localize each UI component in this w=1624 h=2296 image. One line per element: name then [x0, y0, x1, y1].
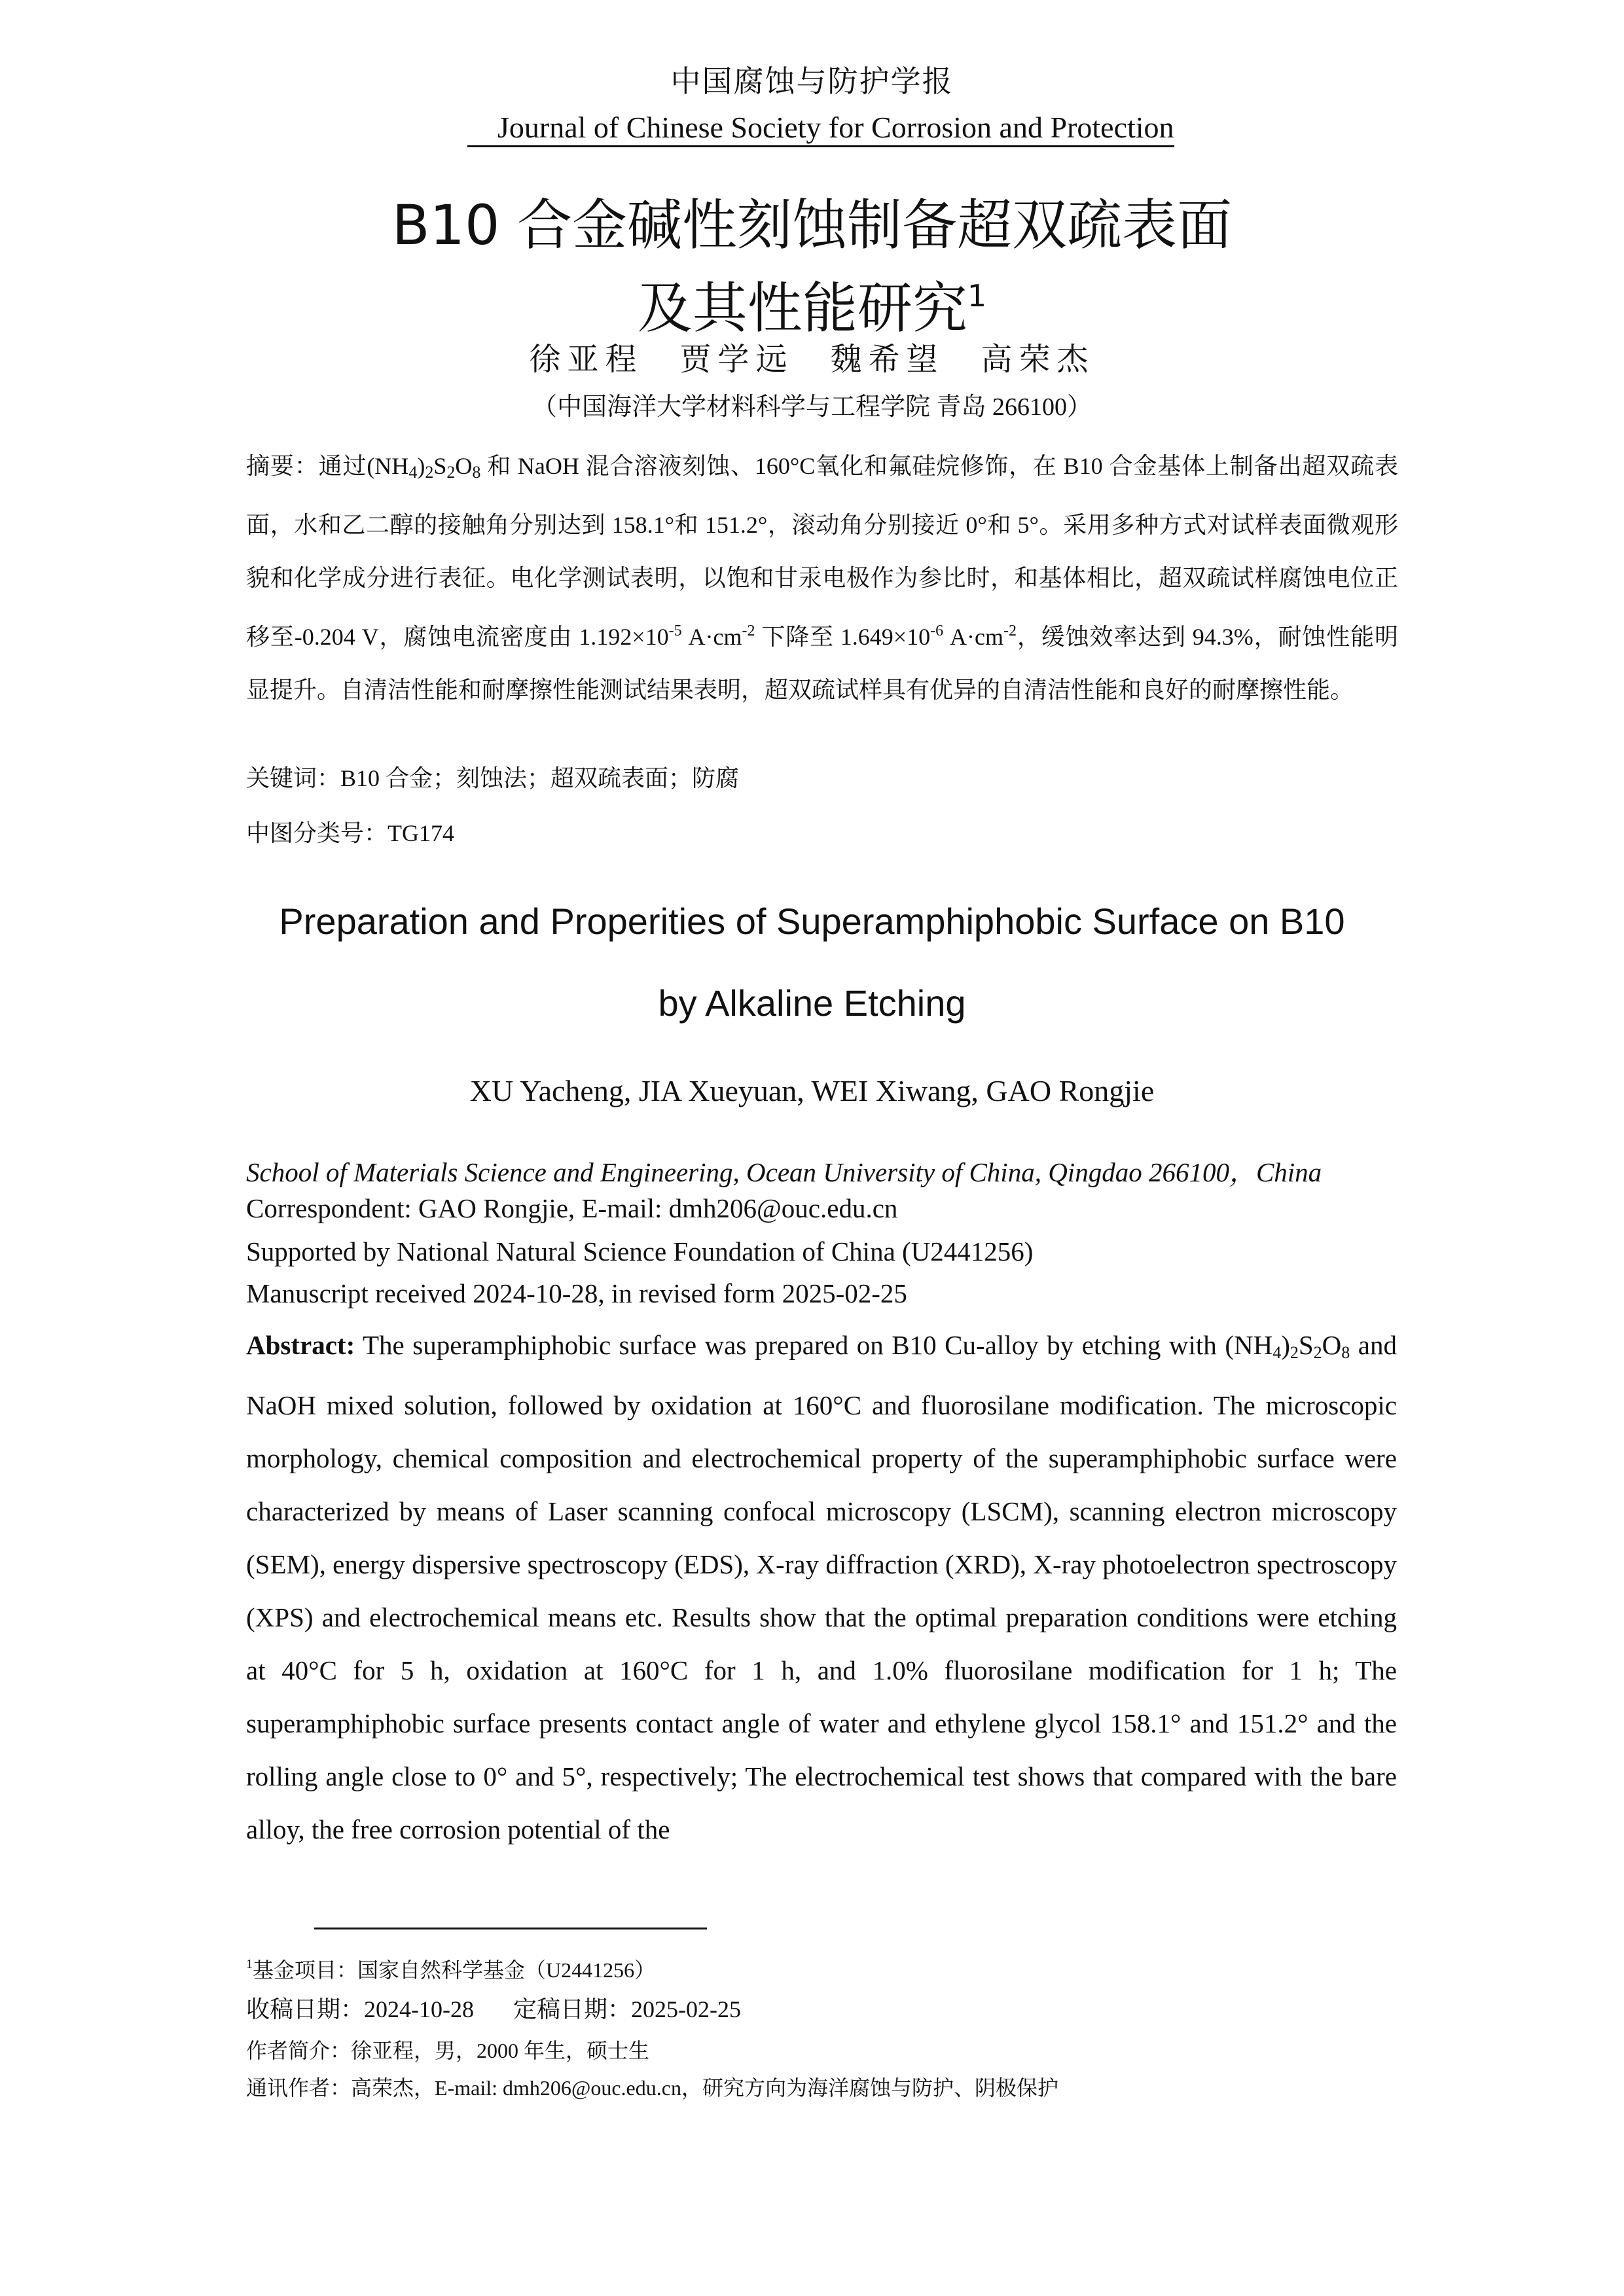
- abstract-cn: 摘要：通过$(NH_4)_2S_2O_8$ 和 NaOH 混合溶液刻蚀、160°C氧化和氟硅烷修饰，在 B10 合金基体上制备出超双疏表面，水和乙二醇的接触角分别达到 158.1°和 151.2°，滚动角分别接近 0°和 5°。采用多种方式对试样表面微观形貌和化学成分进行表征。电化学测试表明，以饱和甘汞电极作为参比时，和基体相比，超双疏试样腐蚀电位正移至-0.204 V，腐蚀电流密度由 $1.192\times 10^{-5}$ $A\cdot cm^{-2}$ 下降至 $1.649\times 10^{-6}$ $A\cdot cm^{-2}$，缓蚀效率达到 94.3%，耐蚀性能明显提升。自清洁性能和耐摩擦性能测试结果表明，超双疏试样具有优异的自清洁性能和良好的耐摩擦性能。: [246, 453, 1398, 703]
- footnote-author-bio: 作者简介：徐亚程，男，2000 年生，硕士生: [246, 2039, 650, 2062]
- paper-title-cn: [0, 190, 1624, 344]
- journal-name-en: [497, 110, 1174, 145]
- footnote-dates: 收稿日期：2024-10-28 定稿日期：2025-02-25: [246, 1996, 741, 2022]
- footnote-divider: [314, 1928, 707, 1929]
- funding-en: Supported by National Natural Science Foundation of China (U2441256): [246, 1236, 1034, 1266]
- title-line-1: B10 合金碱性刻蚀制备超双疏表面: [391, 193, 1233, 257]
- paper-title-en-line-1: Preparation and Properities of Superamphiphobic Surface on B10: [279, 901, 1345, 942]
- authors-en: XU Yacheng, JIA Xueyuan, WEI Xiwang, GAO Rongjie: [469, 1074, 1155, 1107]
- paper-title-en-line-2: by Alkaline Etching: [658, 982, 966, 1024]
- correspondent-en: Correspondent: GAO Rongjie, E-mail: dmh206@ouc.edu.cn: [246, 1193, 898, 1223]
- received-en: Manuscript received 2024-10-28, in revised form 2025-02-25: [246, 1278, 907, 1308]
- title-footnote-mark: 1: [967, 278, 987, 314]
- footnote-corresponding: 通讯作者：高荣杰，E-mail: dmh206@ouc.edu.cn，研究方向为海洋腐蚀与防护、阴极保护: [246, 2076, 1058, 2100]
- classification-number: 中图分类号：TG174: [246, 820, 454, 846]
- affiliation-cn: （中国海洋大学材料科学与工程学院 青岛 266100）: [532, 393, 1092, 421]
- abstract-en: Abstract: The superamphiphobic surface was prepared on B10 Cu-alloy by etching with $(NH_4)_2S_2O_8$ and NaOH mixed solution, followed by oxidation at 160°C and fluorosilane modification. The microscopic morphology, chemical composition and electrochemical property of the superamphiphobic surface were characterized by means of Laser scanning confocal microscopy (LSCM), scanning electron microscopy (SEM), energy dispersive spectroscopy (EDS), X-ray diffraction (XRD), X-ray photoelectron spectroscopy (XPS) and electrochemical means etc. Results show that the optimal preparation conditions were etching at 40°C for 5 h, oxidation at 160°C for 1 h, and 1.0% fluorosilane modification for 1 h; The superamphiphobic surface presents contact angle of water and ethylene glycol 158.1° and 151.2° and the rolling angle close to 0° and 5°, respectively; The electrochemical test shows that compared with the bare alloy, the free corrosion potential of the: [246, 1330, 1397, 1844]
- abstract-label: Abstract:: [246, 1330, 355, 1360]
- footnote-fund: $^1$基金项目：国家自然科学基金（U2441256）: [246, 1957, 656, 1982]
- journal-name-en-text: Journal of Chinese Society for Corrosion and Protection: [497, 111, 1174, 144]
- journal-underline: [467, 145, 1174, 147]
- affiliation-en: School of Materials Science and Engineering, Ocean University of China, Qingdao 266100，China: [246, 1157, 1322, 1187]
- authors-cn: 徐亚程 贾学远 魏希望 高荣杰: [529, 342, 1095, 377]
- journal-name-cn: 中国腐蚀与防护学报: [670, 65, 954, 98]
- keywords-cn: 关键词：B10 合金；刻蚀法；超双疏表面；防腐: [246, 765, 740, 791]
- title-line-2: 及其性能研究$^1$: [637, 276, 987, 340]
